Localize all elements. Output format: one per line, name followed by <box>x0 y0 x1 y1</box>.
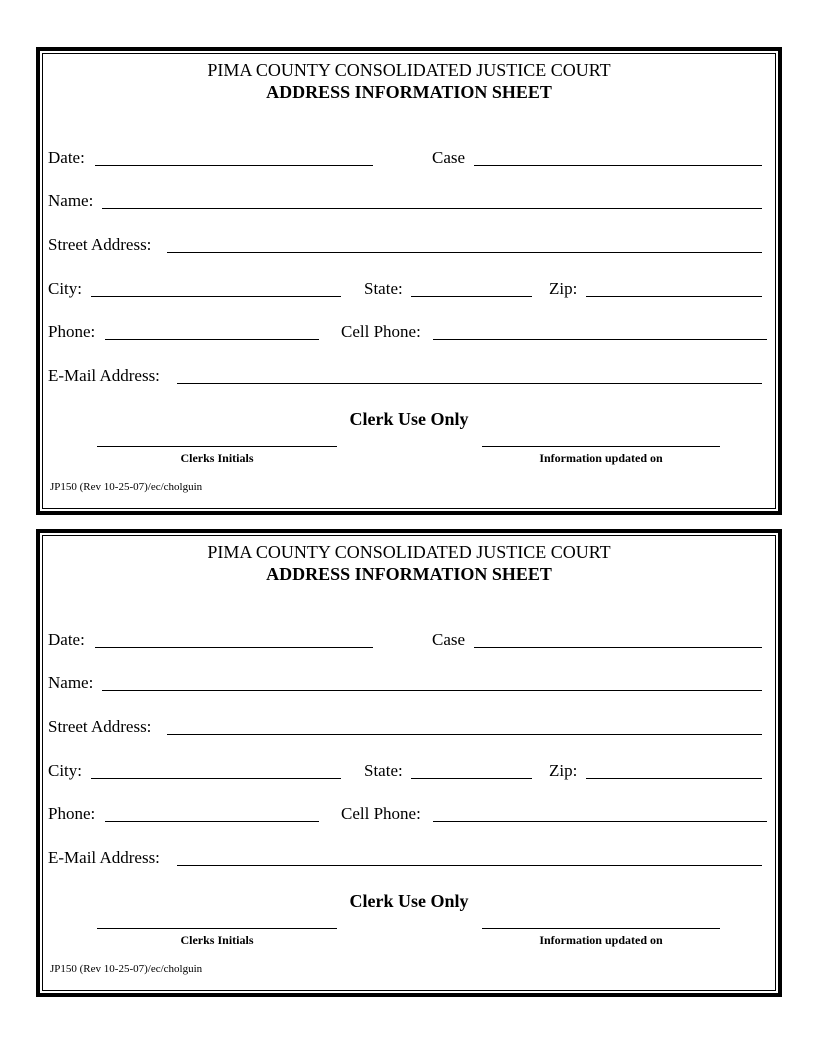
city-label: City: <box>48 761 83 780</box>
cell-phone-field[interactable] <box>433 821 767 822</box>
city-label: City: <box>48 279 83 298</box>
email-field[interactable] <box>177 865 762 866</box>
updated-on-caption: Information updated on <box>539 933 663 947</box>
phone-field[interactable] <box>105 821 319 822</box>
revision-code: JP150 (Rev 10-25-07)/ec/cholguin <box>50 963 203 975</box>
updated-on-line[interactable] <box>482 446 720 447</box>
zip-field[interactable] <box>586 296 762 297</box>
cell-phone-field[interactable] <box>433 339 767 340</box>
date-field[interactable] <box>95 647 373 648</box>
cell-phone-label: Cell Phone: <box>341 322 421 341</box>
name-field[interactable] <box>102 690 762 691</box>
form-inner-border <box>42 53 776 509</box>
address-form-1 <box>36 47 782 515</box>
zip-label: Zip: <box>549 279 578 298</box>
name-label: Name: <box>48 191 94 210</box>
clerk-initials-line[interactable] <box>97 928 337 929</box>
sheet-title: ADDRESS INFORMATION SHEET <box>266 564 552 584</box>
cell-phone-label: Cell Phone: <box>341 804 421 823</box>
email-field[interactable] <box>177 383 762 384</box>
date-label: Date: <box>48 630 85 649</box>
clerk-use-title: Clerk Use Only <box>349 891 469 911</box>
name-label: Name: <box>48 673 94 692</box>
date-label: Date: <box>48 148 85 167</box>
case-label: Case <box>432 630 466 649</box>
phone-field[interactable] <box>105 339 319 340</box>
state-label: State: <box>364 279 403 298</box>
case-label: Case <box>432 148 466 167</box>
phone-label: Phone: <box>48 804 96 823</box>
street-address-field[interactable] <box>167 734 762 735</box>
case-field[interactable] <box>474 647 762 648</box>
state-field[interactable] <box>411 778 532 779</box>
updated-on-caption: Information updated on <box>539 451 663 465</box>
updated-on-line[interactable] <box>482 928 720 929</box>
court-name: PIMA COUNTY CONSOLIDATED JUSTICE COURT <box>207 542 611 562</box>
state-label: State: <box>364 761 403 780</box>
court-name: PIMA COUNTY CONSOLIDATED JUSTICE COURT <box>207 60 611 80</box>
address-form-2 <box>36 529 782 997</box>
zip-label: Zip: <box>549 761 578 780</box>
street-address-label: Street Address: <box>48 717 152 736</box>
revision-code: JP150 (Rev 10-25-07)/ec/cholguin <box>50 481 203 493</box>
email-label: E-Mail Address: <box>48 366 160 385</box>
name-field[interactable] <box>102 208 762 209</box>
zip-field[interactable] <box>586 778 762 779</box>
phone-label: Phone: <box>48 322 96 341</box>
clerk-use-title: Clerk Use Only <box>349 409 469 429</box>
clerk-initials-line[interactable] <box>97 446 337 447</box>
city-field[interactable] <box>91 778 341 779</box>
email-label: E-Mail Address: <box>48 848 160 867</box>
state-field[interactable] <box>411 296 532 297</box>
clerk-initials-caption: Clerks Initials <box>180 933 254 947</box>
city-field[interactable] <box>91 296 341 297</box>
street-address-field[interactable] <box>167 252 762 253</box>
date-field[interactable] <box>95 165 373 166</box>
sheet-title: ADDRESS INFORMATION SHEET <box>266 82 552 102</box>
form-inner-border <box>42 535 776 991</box>
case-field[interactable] <box>474 165 762 166</box>
clerk-initials-caption: Clerks Initials <box>180 451 254 465</box>
street-address-label: Street Address: <box>48 235 152 254</box>
